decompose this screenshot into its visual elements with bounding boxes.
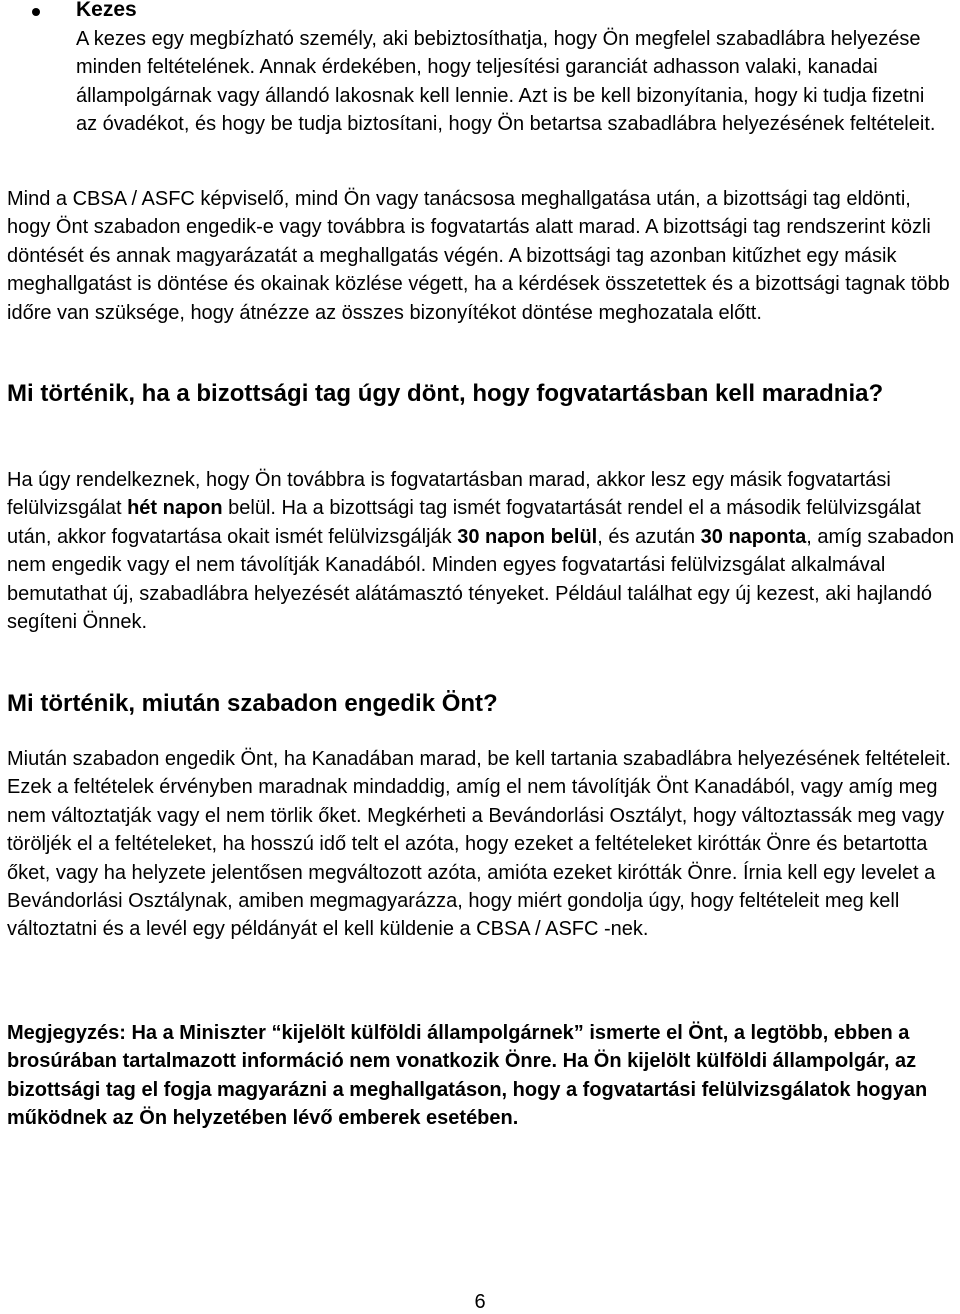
paragraph-detention-reviews [7, 466, 955, 636]
heading-after-release: Mi történik, miután szabadon engedik Önt? [7, 690, 498, 717]
paragraph-text: , amíg szabadon nem engedik vagy el nem távolítják Kanadából. Minden egyes fogvatartási felülvizsgálat alkalmával bemutathat új, szabadlábra helyezését alátámasztó tényeket. Például találhat egy új kezest, aki hajlandó segíteni Önnek. [7, 525, 955, 634]
bullet-point-icon [32, 8, 40, 16]
emphasis-thirty-days: 30 napon belül [457, 525, 598, 548]
bullet-title: Kezes [76, 0, 137, 21]
note-designated-foreign-national: Megjegyzés: Ha a Miniszter “kijelölt külföldi állampolgárnek” ismerte el Önt, a legtöbb, ebben a brosúrában tartalmazott információ nem vonatkozik Önre. Ha Ön kijelölt külföldi állampolgár, az bizottsági tag el fogja magyarázni a meghallgatáson, hogy a fogvatartási felülvizsgálatok hogyan működnek az Ön helyzetében lévő emberek esetében. [7, 1022, 928, 1130]
emphasis-seven-days: hét napon [127, 497, 223, 520]
paragraph-release-conditions: Miután szabadon engedik Önt, ha Kanadában marad, be kell tartania szabadlábra helyezésének feltételeit. Ezek a feltételek érvényben maradnak mindaddig, amíg el nem távolítják Önt Kanadából, vagy amíg meg nem változtatják vagy el nem törlik őket. Megkérheti a Bevándorlási Osztályt, hogy változtassák meg vagy töröljék el a feltételeket, ha hosszú idő telt el azóta, hogy ezeket a feltételeket kiróttáк Önre és betartotta őket, vagy ha helyzete jelentősen megváltozott azóta, amióta ezeket kirótták Önre. Írnia kell egy levelet a Bevándorlási Osztálynak, amiben megmagyarázza, hogy miért gondolja úgy, hogy feltételeit meg kell változtatni és a levél egy példányát el kell küldenie a CBSA / ASFC -nek. [7, 748, 951, 941]
emphasis-every-thirty-days: 30 naponta [700, 525, 807, 548]
page-number: 6 [474, 1291, 486, 1313]
paragraph-text: Ha úgy rendelkeznek, hogy Ön továbbra is fogvatartásban marad, akkor lesz egy másik fogvatartási felülvizsgálat [7, 469, 891, 520]
paragraph-decision: Mind a CBSA / ASFC képviselő, mind Ön vagy tanácsosa meghallgatása után, a bizottsági tag eldönti, hogy Önt szabadon engedik-e vagy továbbra is fogvatartás alatt marad. A bizottsági tag rendszerint közli döntését és annak magyarázatát a meghallgatás végén. A bizottsági tag azonban kitűzhet egy másik meghallgatást is döntése és okainak közlése végett, ha a kérdések összetettek és a bizottsági tagnak több időre van szüksége, hogy átnézze az összes bizonyítékot döntése meghozatala előtt. [7, 188, 950, 324]
paragraph-text: belül. Ha a bizottsági tag ismét fogvatartását rendel el a második felülvizsgálat után, akkor fogvatartása okait ismét felülvizsgálják [7, 497, 921, 548]
paragraph-text: , és azután [597, 525, 701, 548]
heading-stay-in-detention: Mi történik, ha a bizottsági tag úgy dönt, hogy fogvatartásban kell maradnia? [7, 380, 884, 407]
bullet-body-text: A kezes egy megbízható személy, aki bebiztosíthatja, hogy Ön megfelel szabadlábra helyezése minden feltételének. Annak érdekében, hogy teljesítési garanciát adhasson valaki, kanadai állampolgárnak vagy állandó lakosnak kell lennie. Azt is be kell bizonyítania, hogy ki tudja fizetni az óvadékot, és hogy be tudja biztosítani, hogy Ön betartsa szabadlábra helyezésének feltételeit. [76, 28, 936, 135]
